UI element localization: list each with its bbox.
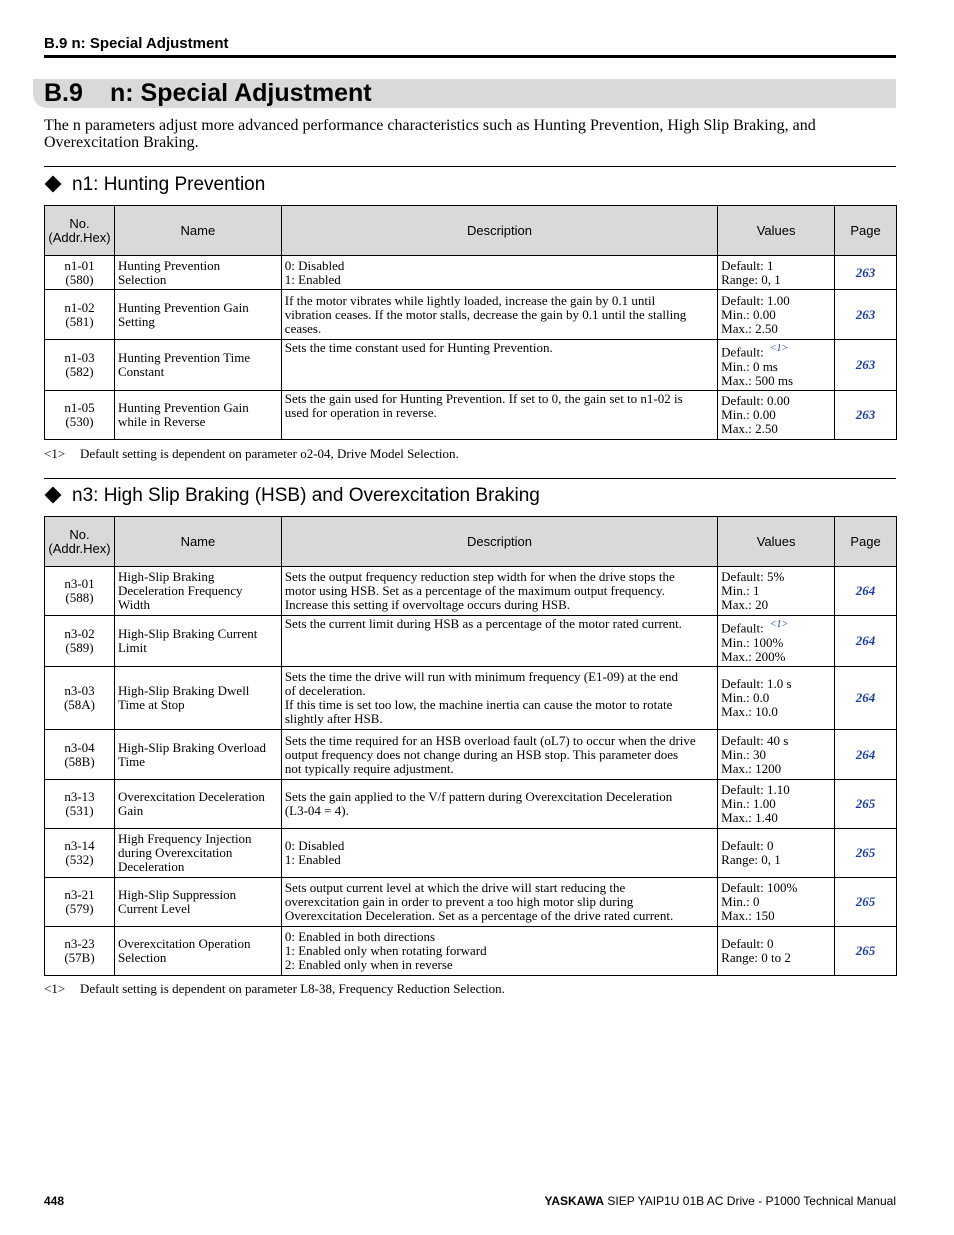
brand-name: YASKAWA [544, 1194, 605, 1208]
description-line: 1: Enabled only when rotating forward [284, 943, 487, 958]
column-header-no: No.(Addr.Hex) [45, 517, 115, 567]
column-header-values: Values [718, 517, 835, 567]
parameter-name-cell [114, 567, 281, 616]
parameter-name-cell [114, 667, 281, 730]
value-text: Max.: 2.50 [721, 421, 778, 436]
value-text: Default: 1.10 [721, 782, 790, 797]
parameter-number-cell [45, 927, 115, 976]
n1-heading [44, 174, 265, 196]
parameter-number: n3-13 [64, 789, 95, 804]
parameter-number-cell [45, 730, 115, 780]
manual-name: SIEP YAIP1U 01B AC Drive - P1000 Technical Manual [607, 1194, 896, 1208]
description-line: of deceleration. [284, 683, 366, 698]
parameter-name-cell [114, 391, 281, 440]
parameter-name-cell [114, 616, 281, 667]
column-header-description: Description [281, 517, 717, 567]
value-text: Default: 1 [721, 257, 774, 273]
parameter-number: n1-05 [64, 400, 95, 415]
value-text: Default: 40 s [721, 732, 789, 748]
parameter-values-cell [718, 878, 835, 927]
diamond-bullet-icon [45, 176, 62, 193]
parameter-number-cell [45, 391, 115, 440]
table-row [45, 730, 897, 780]
parameter-name-cell [114, 927, 281, 976]
table-row [45, 667, 897, 730]
parameter-name-line: Overexcitation Deceleration [117, 789, 265, 804]
parameter-description-cell [281, 829, 717, 878]
page-reference-link[interactable]: 265 [835, 829, 897, 878]
table-row [45, 290, 897, 340]
description-line: 1: Enabled [284, 271, 341, 287]
value-line [721, 322, 831, 336]
running-header: B.9 n: Special Adjustment [44, 35, 896, 58]
parameter-address: (581) [65, 313, 94, 329]
n1-parameter-table [44, 205, 897, 440]
parameter-name-line: Gain [117, 803, 144, 818]
table-row [45, 927, 897, 976]
value-line [721, 881, 831, 895]
value-line [721, 618, 831, 635]
page-reference-link[interactable]: 264 [835, 567, 897, 616]
manual-title [544, 1194, 896, 1208]
description-line: used for operation in reverse. [284, 405, 437, 420]
column-header-page: Page [835, 517, 897, 567]
description-line: Sets the current limit during HSB as a percentage of the motor rated current. [284, 616, 682, 631]
parameter-number: n3-03 [64, 683, 95, 698]
description-line: 0: Enabled in both directions [284, 929, 436, 944]
description-line: Sets the time the drive will run with minimum frequency (E1-09) at the end [284, 669, 678, 684]
parameter-name-line: High-Slip Suppression [117, 887, 237, 902]
value-text: Max.: 20 [721, 597, 769, 612]
page-reference-link[interactable]: 263 [835, 290, 897, 340]
value-text: Max.: 2.50 [721, 320, 778, 336]
parameter-number: n1-03 [64, 350, 95, 365]
parameter-number: n1-01 [64, 257, 95, 273]
value-text: Default: [721, 344, 764, 360]
footnote-tag: <1> [44, 981, 66, 996]
parameter-values-cell [718, 256, 835, 290]
description-line: Sets the gain used for Hunting Prevention. If set to 0, the gain set to n1-02 is [284, 391, 683, 406]
parameter-name-line: Deceleration Frequency [117, 583, 243, 598]
parameter-number-cell [45, 780, 115, 829]
parameter-name-cell [114, 256, 281, 290]
value-text: Min.: 0.00 [721, 407, 776, 422]
description-line: Sets the output frequency reduction step width for when the drive stops the [284, 569, 675, 584]
value-line [721, 394, 831, 408]
parameter-name-cell [114, 780, 281, 829]
parameter-values-cell [718, 567, 835, 616]
value-line [721, 677, 831, 691]
description-line: 0: Disabled [284, 838, 345, 853]
parameter-number: n3-02 [64, 626, 95, 641]
value-line [721, 853, 831, 867]
value-text: Min.: 100% [721, 634, 784, 650]
description-line: Sets the time required for an HSB overload fault (oL7) to occur when the drive [284, 732, 696, 748]
description-line: vibration ceases. If the motor stalls, decrease the gain by 0.1 until the stalling [284, 306, 687, 322]
parameter-address: (532) [65, 852, 94, 867]
value-text: Min.: 0.00 [721, 306, 776, 322]
parameter-address: (58B) [64, 753, 95, 769]
parameter-name-line: Setting [117, 313, 155, 329]
description-line: (L3-04 = 4). [284, 803, 349, 818]
table-row [45, 780, 897, 829]
parameter-name-line: Hunting Prevention [117, 257, 221, 273]
parameter-number: n3-23 [64, 936, 95, 951]
section-title-text: n: Special Adjustment [110, 79, 372, 107]
column-header-name: Name [114, 206, 281, 256]
value-line [721, 811, 831, 825]
page-number: 448 [44, 1194, 65, 1208]
parameter-values-cell [718, 780, 835, 829]
parameter-name-line: during Overexcitation [117, 845, 233, 860]
description-line: 1: Enabled [284, 852, 341, 867]
table-row [45, 340, 897, 391]
description-line: If this time is set too low, the machine inertia can cause the motor to rotate [284, 697, 673, 712]
page-reference-link[interactable]: 264 [835, 730, 897, 780]
parameter-number: n3-21 [64, 887, 95, 902]
intro-paragraph: The n parameters adjust more advanced performance characteristics such as Hunting Prevention, High Slip Braking, and Overexcitation Braking. [44, 117, 816, 151]
parameter-name-line: High-Slip Braking Dwell [117, 683, 250, 698]
parameter-description-cell [281, 616, 717, 667]
n3-heading-text: n3: High Slip Braking (HSB) and Overexcitation Braking [72, 485, 540, 506]
parameter-description-cell [281, 730, 717, 780]
parameter-description-cell [281, 391, 717, 440]
value-text: Max.: 10.0 [721, 704, 778, 719]
divider [44, 166, 896, 167]
parameter-description-cell [281, 340, 717, 391]
value-line [721, 273, 831, 287]
parameter-values-cell [718, 290, 835, 340]
value-text: Range: 0, 1 [721, 852, 781, 867]
value-text: Max.: 500 ms [721, 372, 794, 388]
parameter-number-cell [45, 290, 115, 340]
value-line [721, 734, 831, 748]
value-line [721, 691, 831, 705]
parameter-name-cell [114, 340, 281, 391]
parameter-values-cell [718, 829, 835, 878]
value-line [721, 584, 831, 598]
value-text: Max.: 200% [721, 648, 786, 664]
description-line: Sets the time constant used for Hunting Prevention. [284, 340, 553, 355]
description-line: Sets output current level at which the drive will start reducing the [284, 880, 626, 895]
parameter-number-cell [45, 256, 115, 290]
parameter-name-line: Time at Stop [117, 697, 185, 712]
n3-footnote [44, 981, 505, 997]
value-line [721, 374, 831, 388]
description-line: Increase this setting if overvoltage occurs during HSB. [284, 597, 571, 612]
value-line [721, 650, 831, 664]
value-line [721, 762, 831, 776]
value-line [721, 636, 831, 650]
value-line [721, 783, 831, 797]
value-text: Max.: 1.40 [721, 810, 778, 825]
value-line [721, 259, 831, 273]
section-number: B.9 [44, 79, 83, 107]
parameter-values-cell [718, 340, 835, 391]
parameter-values-cell [718, 667, 835, 730]
value-text: Max.: 150 [721, 908, 775, 923]
table-row [45, 878, 897, 927]
value-text: Default: [721, 620, 764, 636]
value-line [721, 360, 831, 374]
page-reference-link[interactable]: 263 [835, 391, 897, 440]
parameter-values-cell [718, 616, 835, 667]
parameter-name-cell [114, 730, 281, 780]
parameter-name-line: High-Slip Braking Current [117, 626, 258, 641]
parameter-name-line: Time [117, 753, 145, 769]
parameter-number: n1-02 [64, 299, 95, 315]
value-text: Range: 0 to 2 [721, 950, 791, 965]
parameter-description-cell [281, 780, 717, 829]
value-line [721, 308, 831, 322]
value-text: Min.: 0 [721, 894, 760, 909]
page-reference-link[interactable]: 265 [835, 780, 897, 829]
parameter-name-line: Hunting Prevention Time [117, 350, 251, 365]
value-line [721, 937, 831, 951]
parameter-number-cell [45, 616, 115, 667]
value-line [721, 797, 831, 811]
parameter-address: (531) [65, 803, 94, 818]
parameter-number: n3-04 [64, 739, 95, 755]
parameter-name-line: Hunting Prevention Gain [117, 400, 249, 415]
table-row [45, 829, 897, 878]
value-line [721, 598, 831, 612]
parameter-address: (588) [65, 590, 94, 605]
value-line [721, 294, 831, 308]
diamond-bullet-icon [45, 487, 62, 504]
column-header-description: Description [281, 206, 717, 256]
column-header-no: No.(Addr.Hex) [45, 206, 115, 256]
value-line [721, 839, 831, 853]
parameter-description-cell [281, 256, 717, 290]
parameter-name-line: Constant [117, 364, 165, 379]
parameter-number: n3-01 [64, 576, 95, 591]
value-text: Max.: 1200 [721, 760, 782, 776]
page-reference-link[interactable]: 263 [835, 256, 897, 290]
parameter-number-cell [45, 667, 115, 730]
table-row [45, 256, 897, 290]
page-reference-link[interactable]: 264 [835, 616, 897, 667]
value-text: Default: 1.0 s [721, 676, 792, 691]
parameter-name-line: Hunting Prevention Gain [117, 299, 249, 315]
description-line: If the motor vibrates while lightly loaded, increase the gain by 0.1 until [284, 292, 656, 308]
table-row [45, 616, 897, 667]
divider [44, 478, 896, 479]
page-reference-link[interactable]: 265 [835, 878, 897, 927]
parameter-name-line: Selection [117, 271, 167, 287]
parameter-description-cell [281, 667, 717, 730]
n3-heading [44, 485, 540, 507]
parameter-address: (582) [65, 364, 94, 379]
description-line: not typically require adjustment. [284, 760, 454, 776]
value-line [721, 909, 831, 923]
parameter-address: (580) [65, 271, 94, 287]
value-text: Range: 0, 1 [721, 271, 781, 287]
table-row [45, 567, 897, 616]
parameter-name-cell [114, 290, 281, 340]
value-line [721, 951, 831, 965]
value-text: Min.: 1 [721, 583, 760, 598]
footnote-ref-link[interactable]: <1> [769, 619, 789, 631]
parameter-number-cell [45, 340, 115, 391]
column-header-values: Values [718, 206, 835, 256]
description-line: motor using HSB. Set as a percentage of the maximum output frequency. [284, 583, 665, 598]
parameter-name-line: Width [117, 597, 150, 612]
value-line [721, 705, 831, 719]
value-text: Default: 0 [721, 838, 774, 853]
page-reference-link[interactable]: 264 [835, 667, 897, 730]
n1-heading-text: n1: Hunting Prevention [72, 174, 266, 195]
parameter-number-cell [45, 567, 115, 616]
parameter-description-cell [281, 290, 717, 340]
value-text: Min.: 0.0 [721, 690, 770, 705]
parameter-name-line: Deceleration [117, 859, 185, 874]
parameter-number-cell [45, 878, 115, 927]
parameter-name-line: Overexcitation Operation [117, 936, 251, 951]
column-header-page: Page [835, 206, 897, 256]
parameter-values-cell [718, 391, 835, 440]
parameter-description-cell [281, 567, 717, 616]
n3-parameter-table [44, 516, 897, 976]
value-text: Min.: 0 ms [721, 358, 778, 374]
parameter-number-cell [45, 829, 115, 878]
footnote-tag: <1> [44, 446, 66, 461]
description-line: Sets the gain applied to the V/f pattern during Overexcitation Deceleration [284, 789, 673, 804]
section-title [33, 79, 896, 108]
page-reference-link[interactable]: 263 [835, 340, 897, 391]
table-row [45, 391, 897, 440]
description-line: ceases. [284, 320, 322, 336]
parameter-name-cell [114, 829, 281, 878]
footnote-text: Default setting is dependent on parameter L8-38, Frequency Reduction Selection. [80, 981, 505, 996]
parameter-name-line: Selection [117, 950, 167, 965]
value-line [721, 570, 831, 584]
value-text: Min.: 1.00 [721, 796, 776, 811]
value-line [721, 895, 831, 909]
parameter-name-line: Current Level [117, 901, 191, 916]
value-text: Default: 0 [721, 936, 774, 951]
parameter-address: (57B) [64, 950, 95, 965]
parameter-number: n3-14 [64, 838, 95, 853]
value-line [721, 422, 831, 436]
description-line: Overexcitation Deceleration. Set as a percentage of the drive rated current. [284, 908, 674, 923]
value-line [721, 408, 831, 422]
parameter-name-line: High Frequency Injection [117, 831, 252, 846]
footnote-ref-link[interactable]: <1> [769, 343, 789, 355]
value-text: Default: 0.00 [721, 393, 790, 408]
page-reference-link[interactable]: 265 [835, 927, 897, 976]
parameter-name-line: High-Slip Braking Overload [117, 739, 267, 755]
parameter-values-cell [718, 730, 835, 780]
parameter-description-cell [281, 927, 717, 976]
description-line: 2: Enabled only when in reverse [284, 957, 453, 972]
parameter-address: (579) [65, 901, 94, 916]
parameter-name-line: while in Reverse [117, 414, 206, 429]
value-text: Default: 1.00 [721, 292, 790, 308]
parameter-description-cell [281, 878, 717, 927]
parameter-name-cell [114, 878, 281, 927]
parameter-address: (530) [65, 414, 94, 429]
parameter-address: (589) [65, 640, 94, 655]
parameter-name-line: Limit [117, 640, 147, 655]
page-footer [44, 1194, 896, 1208]
description-line: output frequency does not change during an HSB stop. This parameter does [284, 746, 679, 762]
value-line [721, 748, 831, 762]
value-text: Min.: 30 [721, 746, 766, 762]
parameter-name-line: High-Slip Braking [117, 569, 215, 584]
n1-footnote [44, 446, 459, 462]
value-line [721, 342, 831, 359]
parameter-address: (58A) [63, 697, 96, 712]
value-text: Default: 100% [721, 880, 798, 895]
description-line: overexcitation gain in order to prevent a too high motor slip during [284, 894, 634, 909]
value-text: Default: 5% [721, 569, 785, 584]
parameter-values-cell [718, 927, 835, 976]
description-line: 0: Disabled [284, 257, 345, 273]
description-line: slightly after HSB. [284, 711, 383, 726]
column-header-name: Name [114, 517, 281, 567]
footnote-text: Default setting is dependent on parameter o2-04, Drive Model Selection. [80, 446, 459, 461]
